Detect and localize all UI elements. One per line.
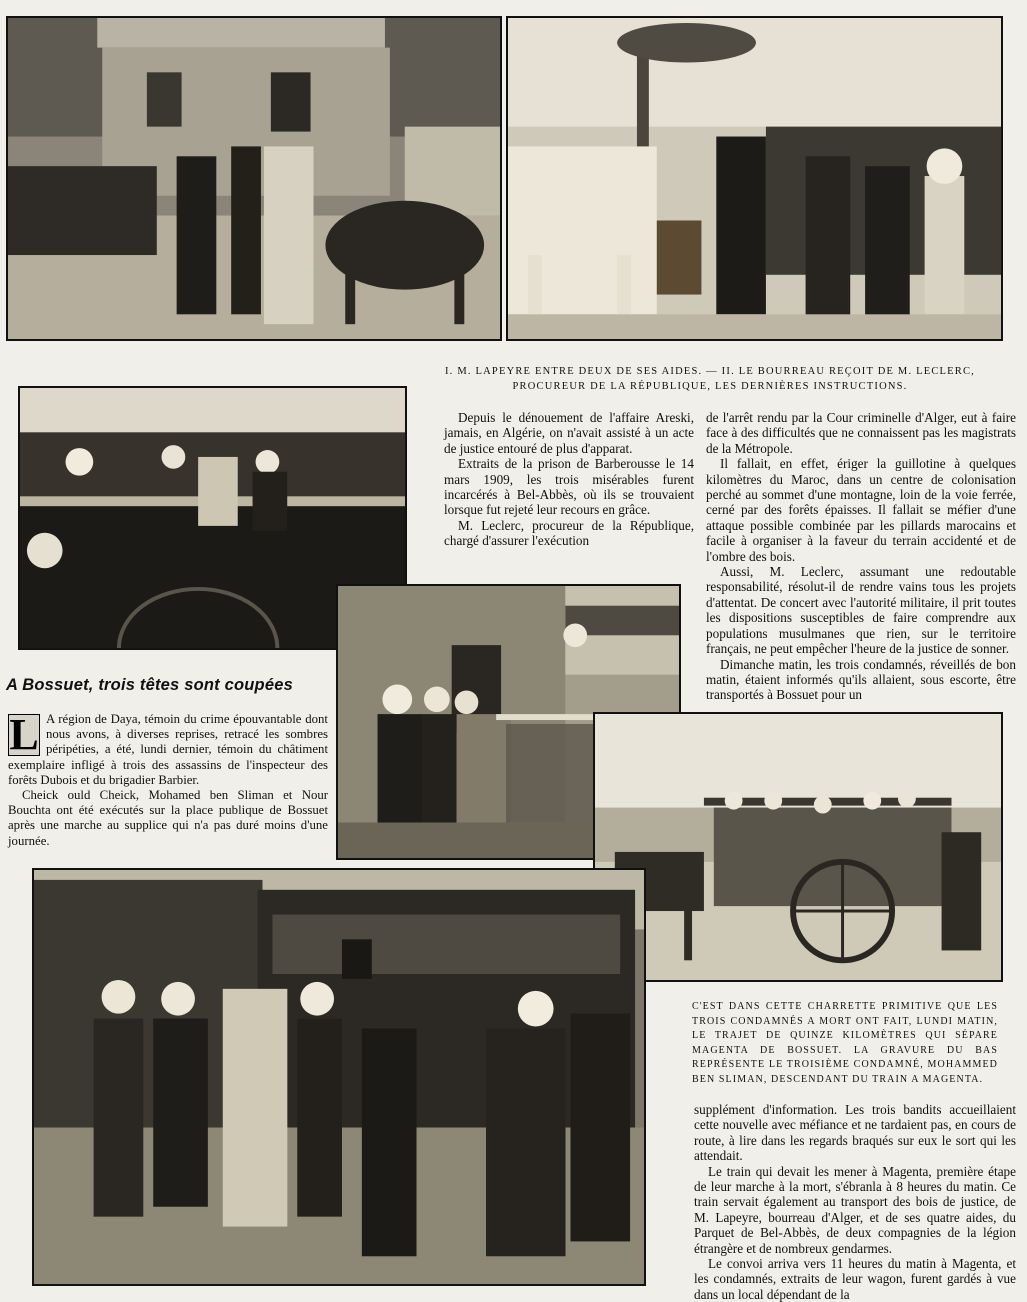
intro-paragraph-2: Cheick ould Cheick, Mohamed ben Sliman et Nour Bouchta ont été exécutés sur la place publique de Bossuet après une marche au supplice qui n'a pas duré moins d'une journée.	[8, 788, 328, 848]
dropcap: L	[9, 710, 39, 759]
right-column	[706, 410, 1016, 703]
photo-charrette-route	[593, 712, 1003, 982]
right-paragraph-3: Aussi, M. Leclerc, assumant une redoutable responsabilité, résolut-il de rendre vains tous les projets d'attentat. De concert avec l'autorité militaire, il prit toutes les dispositions susceptibles de faire comprendre aux populations musulmanes que rien, sur le territoire français, ne peut empêcher l'heure de la justice de sonner.	[706, 564, 1016, 657]
photo-lapeyre-aides	[6, 16, 502, 341]
photo-descente-train	[32, 868, 646, 1286]
bottom-right-paragraph-2: Le train qui devait les mener à Magenta, première étape de leur marche à la mort, s'ébranla à 8 heures du matin. Ce train servait également au transport des bois de justice, de M. Lapeyre, bourreau d'Alger, et de ses quatre aides, du Parquet de Bel-Abbès, de deux compagnies de la légion étrangère et de nombreux gendarmes.	[694, 1163, 1016, 1256]
middle-column	[444, 410, 694, 549]
intro-paragraph-1: A région de Daya, témoin du crime épouvantable dont nous avons, à diverses reprises, retracé les sombres péripéties, a été, lundi dernier, témoin du châtiment exemplaire infligé à trois des assassins de l'inspecteur des forêts Dubois et du brigadier Barbier.	[8, 712, 328, 787]
caption-top-line1: I. M. LAPEYRE ENTRE DEUX DE SES AIDES. — II. LE BOURREAU REÇOIT DE M. LECLERC,	[444, 366, 976, 377]
bottom-right-paragraph-3: Le convoi arriva vers 11 heures du matin à Magenta, et les condamnés, extraits de leur wagon, furent gardés à vue dans un local dépendant de la	[694, 1256, 1016, 1302]
middle-paragraph-3: M. Leclerc, procureur de la République, chargé d'assurer l'exécution	[444, 517, 694, 549]
caption-top	[420, 364, 1000, 394]
right-paragraph-4: Dimanche matin, les trois condamnés, réveillés de bon matin, étaient informés qu'ils allaient, sous escorte, être transportés à Bossuet pour un	[706, 656, 1016, 703]
right-paragraph-2: Il fallait, en effet, ériger la guillotine à quelques kilomètres du Maroc, dans un centre de colonisation perché au sommet d'une montagne, loin de la voie ferrée, cerné par des forêts épaisses. Il fallait se méfier d'une attaque possible combinée par les pillards marocains et facile à organiser à la faveur du terrain accidenté et de l'ombre des bois.	[706, 456, 1016, 564]
caption-right: C'EST DANS CETTE CHARRETTE PRIMITIVE QUE LES TROIS CONDAMNÉS A MORT ONT FAIT, LUNDI MATIN, LE TRAJET DE QUINZE KILOMÈTRES QUI SÉPARE MAGENTA DE BOSSUET. LA GRAVURE DU BAS REPRÉSENTE LE TROISIÈME CONDAMNÉ, MOHAMMED BEN SLIMAN, DESCENDANT DU TRAIN A MAGENTA.	[692, 1001, 998, 1085]
bottom-right-column	[694, 1102, 1016, 1302]
intro-column	[8, 712, 328, 849]
right-paragraph-1: de l'arrêt rendu par la Cour criminelle d'Alger, eut à faire face à des difficultés que ne connaissent pas les magistrats de la Métropole.	[706, 410, 1016, 456]
bottom-right-paragraph-1: supplément d'information. Les trois bandits accueillaient cette nouvelle avec méfiance et ne tardaient pas, en cours de route, à lire dans les regards braqués sur eux le sort qui les attendait.	[694, 1102, 1016, 1164]
caption-top-line2: PROCUREUR DE LA RÉPUBLIQUE, LES DERNIÈRES INSTRUCTIONS.	[512, 381, 908, 392]
photo-bourreau-leclerc	[506, 16, 1003, 341]
middle-paragraph-1: Depuis le dénouement de l'affaire Areski, jamais, en Algérie, on n'avait assisté à un acte de justice entouré de plus d'apparat.	[444, 410, 694, 456]
middle-paragraph-2: Extraits de la prison de Barberousse le 14 mars 1909, les trois misérables furent incarcérés à Bel-Abbès, où ils se trouvaient lorsque fut rejeté leur recours en grâce.	[444, 456, 694, 518]
headline: A Bossuet, trois têtes sont coupées	[6, 676, 293, 694]
